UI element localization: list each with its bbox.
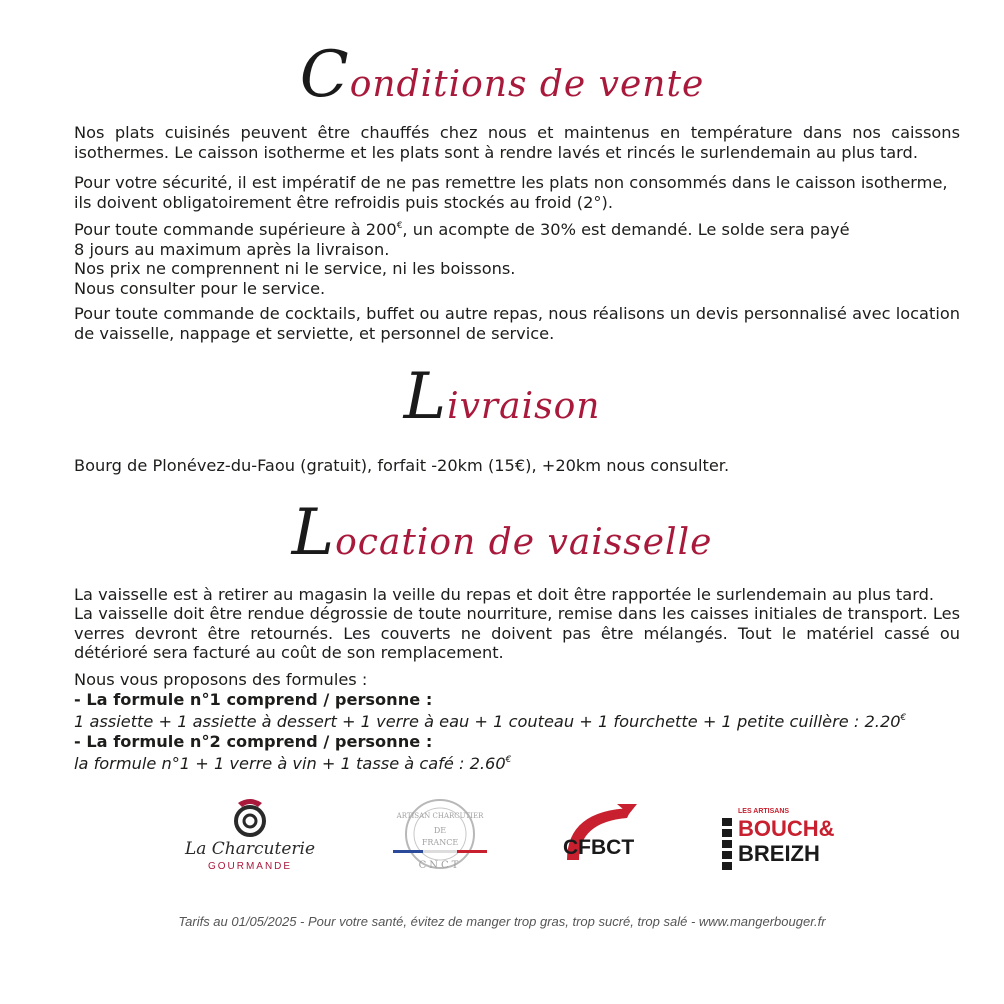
p3-line4: Nous consulter pour le service. (74, 278, 326, 298)
p3-line2: 8 jours au maximum après la livraison. (74, 239, 390, 259)
breizh-stripes-icon (722, 818, 734, 870)
location-paragraph: La vaisselle doit être rendue dégrossie de toute nourriture, remise dans les caisses initiales de transport. Les verres devront être retournés. Les couverts ne doivent pas être mélangés. Tout le matériel cassé ou détérioré sera facturé au coût de son remplacement. (74, 604, 960, 662)
formules-intro: Nous vous proposons des formules : (74, 670, 368, 689)
euro-sup: € (396, 221, 403, 231)
formule-2-title: - La formule n°2 comprend / personne : (74, 731, 433, 751)
formule-1-desc: 1 assiette + 1 assiette à dessert + 1 verre à eau + 1 couteau + 1 fourchette + 1 petite cuillère : 2.20 (74, 712, 901, 731)
artisan-top-text: ARTISAN CHARCUTIER (396, 812, 484, 820)
p3-line3: Nos prix ne comprennent ni le service, ni les boissons. (74, 259, 516, 278)
conditions-paragraph-3 (74, 217, 960, 298)
logo-bouch-breizh (722, 808, 862, 870)
title-initial: L (291, 496, 336, 570)
formule-1-line (74, 709, 960, 732)
title-initial: C (299, 38, 350, 112)
logo-la-charcuterie-gourmande (180, 795, 320, 880)
cfbct-text: CFBCT (563, 836, 635, 859)
formule-2-line (74, 751, 960, 774)
formule-1-title: - La formule n°1 comprend / personne : (74, 689, 433, 709)
footer-note: Tarifs au 01/05/2025 - Pour votre santé, évitez de manger trop gras, trop sucré, trop salé - www.mangerbouger.fr (178, 914, 826, 929)
bouch-top-text: LES ARTISANS (738, 808, 790, 815)
conditions-paragraph-2: Pour votre sécurité, il est impératif de ne pas remettre les plats non consommés dans le caisson isotherme, ils doivent obligatoirement être refroidis puis stockés au froid (2°). (74, 173, 948, 212)
location-line-1: La vaisselle est à retirer au magasin la veille du repas et doit être rapportée le surlendemain au plus tard. (74, 585, 934, 604)
artisan-de-text: DE (433, 826, 447, 835)
title-initial: L (403, 360, 448, 434)
artisan-cnct-text: CNCT (418, 860, 462, 871)
charcuterie-name: La Charcuterie (184, 839, 316, 859)
formules-block (74, 670, 960, 774)
bouch-line-1: BOUCH& (738, 816, 835, 841)
p3-line1b: , un acompte de 30% est demandé. Le solde sera payé (402, 220, 850, 239)
artisan-france-text: FRANCE (421, 838, 459, 847)
charcuterie-sub: GOURMANDE (207, 861, 293, 872)
bouch-line-2: BREIZH (738, 841, 820, 866)
title-rest: ivraison (447, 386, 601, 427)
p3-line1a: Pour toute commande supérieure à 200 (74, 220, 397, 239)
logo-artisan-charcutier (385, 798, 495, 878)
conditions-paragraph-4: Pour toute commande de cocktails, buffet ou autre repas, nous réalisons un devis personnalisé avec location de vaisselle, nappage et serviette, et personnel de service. (74, 304, 960, 343)
logo-cfbct (557, 800, 662, 875)
section-title-livraison (0, 360, 1004, 434)
section-title-location (0, 496, 1004, 570)
euro-sup: € (900, 713, 907, 723)
conditions-paragraph-1: Nos plats cuisinés peuvent être chauffés chez nous et maintenus en température dans nos caissons isothermes. Le caisson isotherme et les plats sont à rendre lavés et rincés le surlendemain au plus tard. (74, 123, 960, 162)
euro-sup: € (505, 755, 512, 765)
formule-2-desc: la formule n°1 + 1 verre à vin + 1 tasse à café : 2.60 (74, 754, 506, 773)
section-title-conditions (0, 38, 1004, 112)
title-rest: onditions de vente (349, 64, 705, 105)
title-rest: ocation de vaisselle (335, 522, 713, 563)
livraison-paragraph: Bourg de Plonévez-du-Faou (gratuit), forfait -20km (15€), +20km nous consulter. (74, 456, 730, 475)
